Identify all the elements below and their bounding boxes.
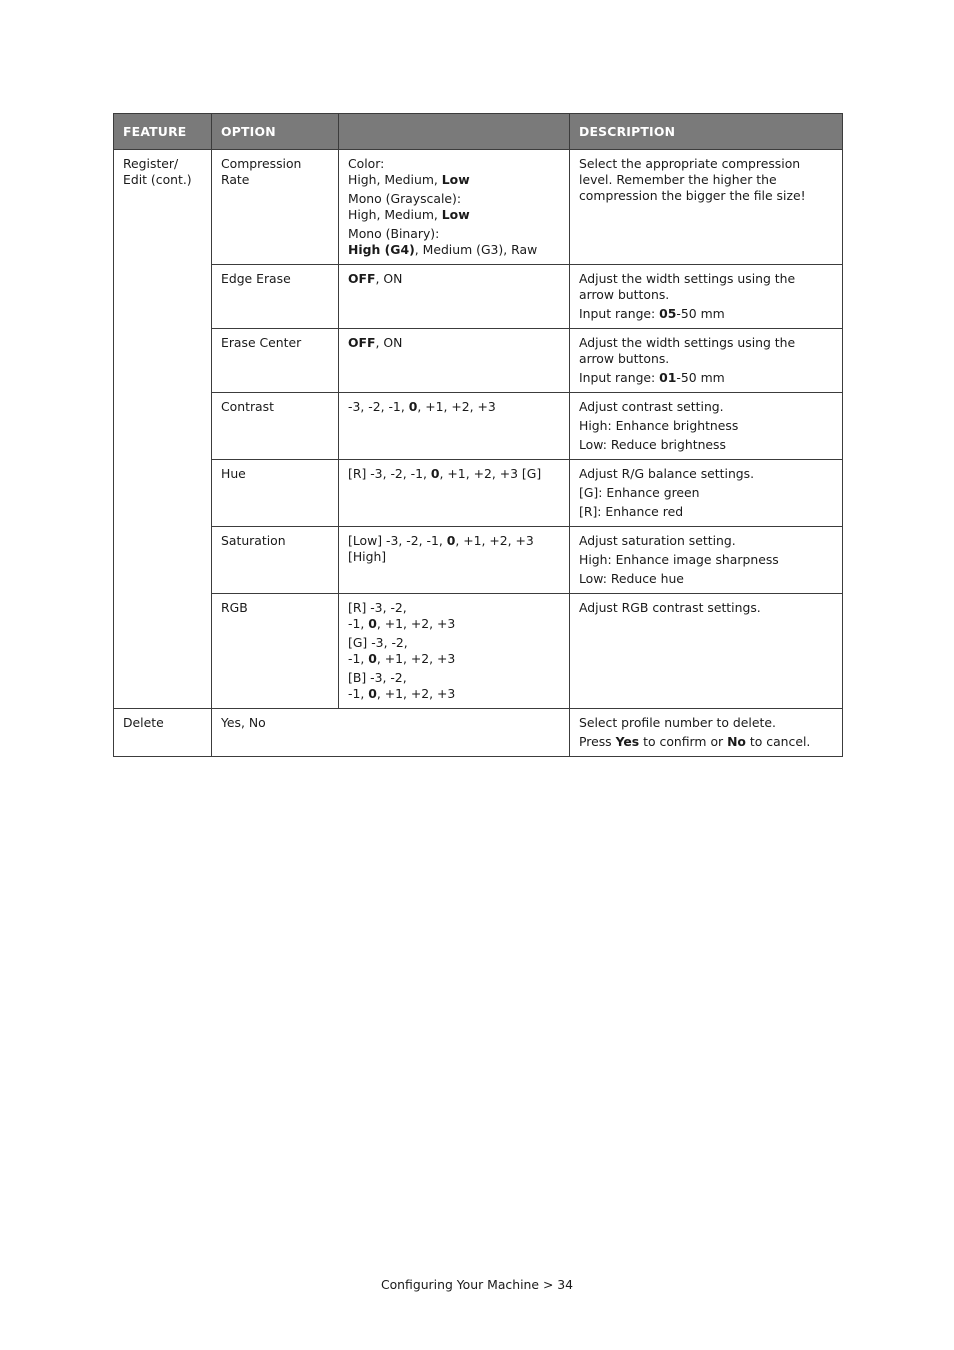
desc-contrast: Adjust contrast setting. High: Enhance brightness Low: Reduce brightness xyxy=(570,393,843,460)
header-description: DESCRIPTION xyxy=(570,114,843,150)
header-option: OPTION xyxy=(212,114,339,150)
header-blank xyxy=(339,114,570,150)
feature-cell-register: Register/ Edit (cont.) xyxy=(114,150,212,709)
values-compression-rate: Color: High, Medium, Low Mono (Grayscale): High, Medium, Low Mono (Binary): High (G4), Medium (G3), Raw xyxy=(339,150,570,265)
desc-saturation: Adjust saturation setting. High: Enhance image sharpness Low: Reduce hue xyxy=(570,527,843,594)
values-erase-center: OFF, ON xyxy=(339,329,570,393)
desc-erase-center: Adjust the width settings using the arrow buttons. Input range: 01-50 mm xyxy=(570,329,843,393)
table-row xyxy=(114,594,843,709)
table-row xyxy=(114,527,843,594)
table-row xyxy=(114,265,843,329)
option-hue: Hue xyxy=(212,460,339,527)
table-row xyxy=(114,150,843,265)
option-erase-center: Erase Center xyxy=(212,329,339,393)
header-feature: FEATURE xyxy=(114,114,212,150)
page-footer: Configuring Your Machine > 34 xyxy=(380,1277,574,1292)
desc-hue: Adjust R/G balance settings. [G]: Enhance green [R]: Enhance red xyxy=(570,460,843,527)
table-row xyxy=(114,329,843,393)
desc-rgb: Adjust RGB contrast settings. xyxy=(570,594,843,709)
values-rgb: [R] -3, -2, -1, 0, +1, +2, +3 [G] -3, -2, -1, 0, +1, +2, +3 [B] -3, -2, -1, 0, +1, +2, +3 xyxy=(339,594,570,709)
desc-delete: Select profile number to delete. Press Yes to confirm or No to cancel. xyxy=(570,709,843,757)
feature-cell-delete: Delete xyxy=(114,709,212,757)
option-compression-rate: Compression Rate xyxy=(212,150,339,265)
values-saturation: [Low] -3, -2, -1, 0, +1, +2, +3 [High] xyxy=(339,527,570,594)
feature-option-table xyxy=(113,113,843,757)
values-edge-erase: OFF, ON xyxy=(339,265,570,329)
option-saturation: Saturation xyxy=(212,527,339,594)
desc-compression-rate: Select the appropriate compression level. Remember the higher the compression the bigger the file size! xyxy=(570,150,843,265)
table-row xyxy=(114,709,843,757)
values-hue: [R] -3, -2, -1, 0, +1, +2, +3 [G] xyxy=(339,460,570,527)
table-header-row xyxy=(114,114,843,150)
values-contrast: -3, -2, -1, 0, +1, +2, +3 xyxy=(339,393,570,460)
option-delete: Yes, No xyxy=(212,709,570,757)
option-edge-erase: Edge Erase xyxy=(212,265,339,329)
table-row xyxy=(114,393,843,460)
option-contrast: Contrast xyxy=(212,393,339,460)
desc-edge-erase: Adjust the width settings using the arrow buttons. Input range: 05-50 mm xyxy=(570,265,843,329)
table-row xyxy=(114,460,843,527)
option-rgb: RGB xyxy=(212,594,339,709)
